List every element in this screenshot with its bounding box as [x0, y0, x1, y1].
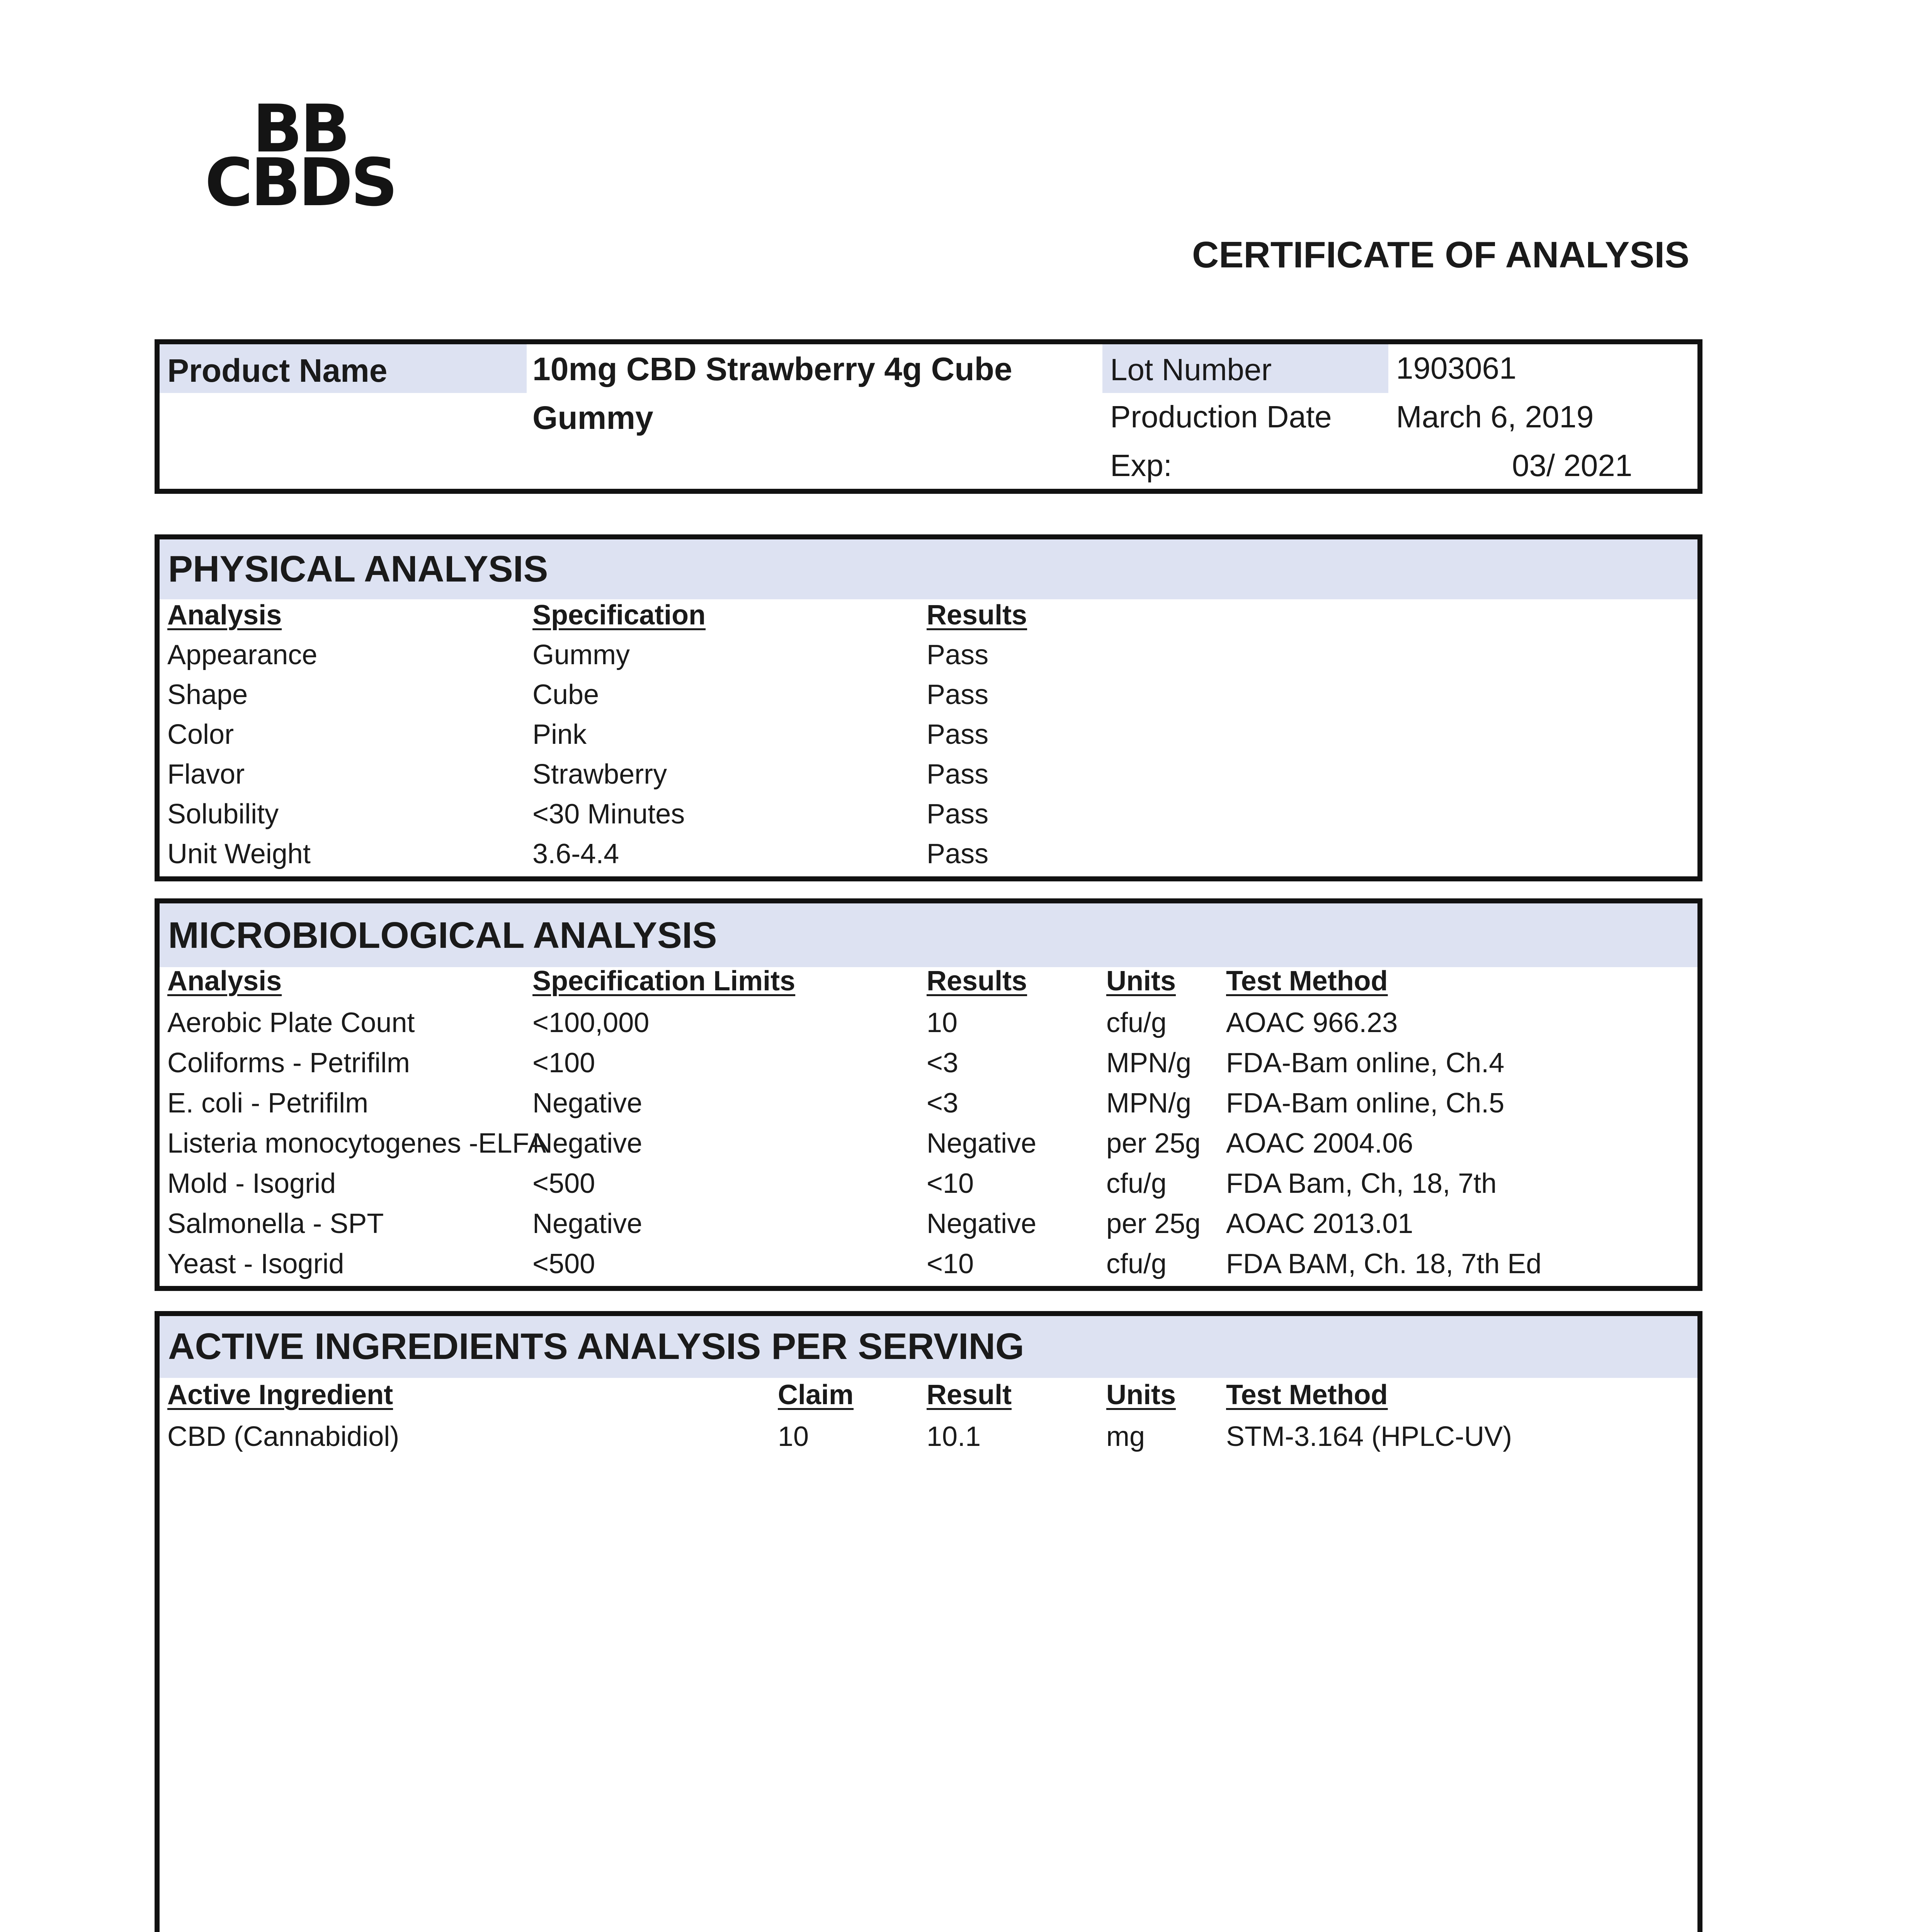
col-analysis: Analysis — [167, 966, 282, 997]
result-cell: Pass — [927, 759, 989, 790]
table-row — [160, 1168, 1697, 1208]
analysis-cell: Color — [167, 719, 234, 750]
production-date-label: Production Date — [1110, 400, 1332, 434]
spec-cell: Negative — [532, 1128, 643, 1159]
method-cell: AOAC 2004.06 — [1226, 1128, 1413, 1159]
table-row — [160, 1248, 1697, 1288]
result-cell: <3 — [927, 1088, 959, 1119]
col-active-ingredient: Active Ingredient — [167, 1379, 393, 1410]
analysis-cell: Salmonella - SPT — [167, 1208, 384, 1239]
analysis-cell: Coliforms - Petrifilm — [167, 1048, 410, 1078]
units-cell: cfu/g — [1106, 1007, 1167, 1038]
units-cell: per 25g — [1106, 1208, 1201, 1239]
product-name-line1: 10mg CBD Strawberry 4g Cube — [532, 351, 1012, 387]
result-cell: <10 — [927, 1248, 974, 1279]
units-cell: cfu/g — [1106, 1248, 1167, 1279]
units-cell: MPN/g — [1106, 1048, 1192, 1078]
result-cell: Pass — [927, 679, 989, 710]
result-cell: 10.1 — [927, 1421, 981, 1452]
table-row — [160, 1007, 1697, 1047]
result-cell: Negative — [927, 1208, 1037, 1239]
spec-cell: Pink — [532, 719, 587, 750]
units-cell: per 25g — [1106, 1128, 1201, 1159]
result-cell: Pass — [927, 838, 989, 869]
brand-logo — [205, 91, 396, 221]
col-spec-limits: Specification Limits — [532, 966, 796, 997]
table-row — [160, 719, 1697, 759]
units-cell: cfu/g — [1106, 1168, 1167, 1199]
table-row — [160, 759, 1697, 798]
spec-cell: Cube — [532, 679, 599, 710]
col-result: Result — [927, 1379, 1012, 1410]
col-results: Results — [927, 600, 1027, 631]
microbiological-analysis-header: MICROBIOLOGICAL ANALYSIS — [160, 903, 1697, 967]
analysis-cell: E. coli - Petrifilm — [167, 1088, 369, 1119]
analysis-cell: Aerobic Plate Count — [167, 1007, 415, 1038]
table-row — [160, 838, 1697, 878]
physical-analysis-header: PHYSICAL ANALYSIS — [160, 539, 1697, 599]
spec-cell: Negative — [532, 1208, 643, 1239]
units-cell: mg — [1106, 1421, 1145, 1452]
units-cell: MPN/g — [1106, 1088, 1192, 1119]
table-row — [160, 1047, 1697, 1087]
analysis-cell: Yeast - Isogrid — [167, 1248, 344, 1279]
col-units: Units — [1106, 966, 1176, 997]
col-units: Units — [1106, 1379, 1176, 1410]
table-row — [160, 679, 1697, 719]
method-cell: FDA Bam, Ch, 18, 7th — [1226, 1168, 1497, 1199]
logo-line1: BB — [252, 91, 348, 167]
physical-analysis-section — [155, 534, 1702, 881]
table-row — [160, 1128, 1697, 1167]
product-name-label: Product Name — [160, 344, 527, 393]
table-row — [160, 1087, 1697, 1127]
result-cell: 10 — [927, 1007, 958, 1038]
col-specification: Specification — [532, 600, 706, 631]
exp-value: 03/ 2021 — [1512, 448, 1633, 483]
result-cell: Pass — [927, 719, 989, 750]
col-results: Results — [927, 966, 1027, 997]
spec-cell: <500 — [532, 1168, 595, 1199]
method-cell: STM-3.164 (HPLC-UV) — [1226, 1421, 1512, 1452]
ingredient-cell: CBD (Cannabidiol) — [167, 1421, 400, 1452]
spec-cell: Negative — [532, 1088, 643, 1119]
spec-cell: 3.6-4.4 — [532, 838, 619, 869]
table-row — [160, 798, 1697, 838]
method-cell: AOAC 2013.01 — [1226, 1208, 1413, 1239]
col-test-method: Test Method — [1226, 966, 1388, 997]
product-name-line2: Gummy — [532, 400, 653, 436]
analysis-cell: Mold - Isogrid — [167, 1168, 336, 1199]
spec-cell: <100 — [532, 1048, 595, 1078]
col-test-method: Test Method — [1226, 1379, 1388, 1410]
spec-cell: <500 — [532, 1248, 595, 1279]
col-analysis: Analysis — [167, 600, 282, 631]
result-cell: Pass — [927, 799, 989, 830]
lot-number-value: 1903061 — [1396, 351, 1517, 385]
table-row — [160, 1208, 1697, 1248]
method-cell: FDA-Bam online, Ch.5 — [1226, 1088, 1505, 1119]
result-cell: <3 — [927, 1048, 959, 1078]
table-row — [160, 639, 1697, 679]
analysis-cell: Solubility — [167, 799, 279, 830]
method-cell: FDA BAM, Ch. 18, 7th Ed — [1226, 1248, 1542, 1279]
analysis-cell: Appearance — [167, 639, 318, 670]
spec-cell: Strawberry — [532, 759, 667, 790]
spec-cell: Gummy — [532, 639, 630, 670]
analysis-cell: Shape — [167, 679, 248, 710]
analysis-cell: Listeria monocytogenes -ELFA — [167, 1128, 546, 1159]
product-info-box — [155, 339, 1702, 494]
method-cell: FDA-Bam online, Ch.4 — [1226, 1048, 1505, 1078]
spec-cell: <100,000 — [532, 1007, 650, 1038]
exp-label: Exp: — [1110, 448, 1172, 483]
claim-cell: 10 — [778, 1421, 809, 1452]
active-ingredients-section — [155, 1311, 1702, 1932]
result-cell: Pass — [927, 639, 989, 670]
production-date-value: March 6, 2019 — [1396, 400, 1594, 434]
method-cell: AOAC 966.23 — [1226, 1007, 1398, 1038]
table-row — [160, 1421, 1697, 1461]
result-cell: <10 — [927, 1168, 974, 1199]
active-ingredients-header: ACTIVE INGREDIENTS ANALYSIS PER SERVING — [160, 1316, 1697, 1378]
result-cell: Negative — [927, 1128, 1037, 1159]
lot-number-label: Lot Number — [1102, 344, 1388, 393]
analysis-cell: Flavor — [167, 759, 245, 790]
page-title: CERTIFICATE OF ANALYSIS — [1192, 234, 1690, 276]
microbiological-analysis-section — [155, 898, 1702, 1291]
logo-line2: CBDS — [205, 145, 396, 221]
analysis-cell: Unit Weight — [167, 838, 311, 869]
col-claim: Claim — [778, 1379, 854, 1410]
spec-cell: <30 Minutes — [532, 799, 685, 830]
